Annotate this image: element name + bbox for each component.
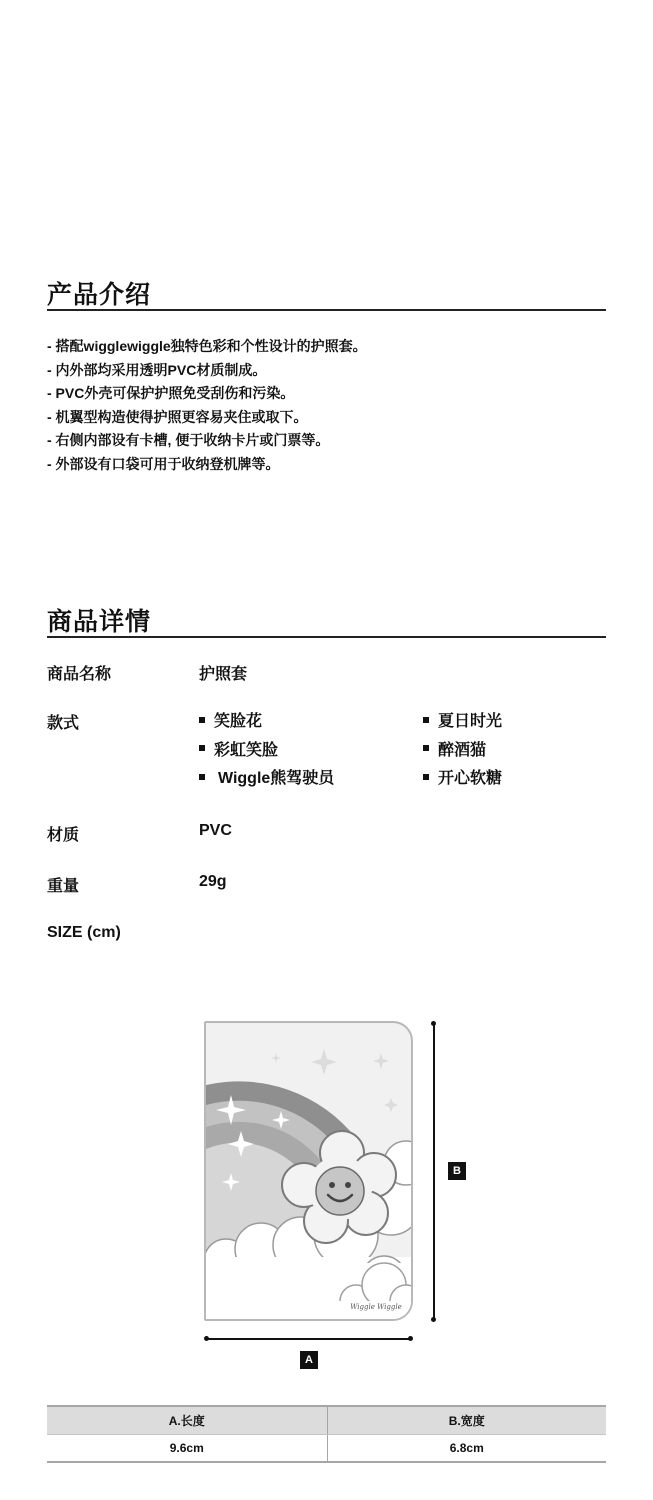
dimension-a-label: A: [300, 1351, 318, 1369]
intro-bullet: - 右侧内部设有卡槽, 便于收纳卡片或门票等。: [47, 432, 330, 448]
bullet-square-icon: [423, 774, 429, 780]
intro-title: 产品介绍: [47, 281, 152, 309]
style-item: 笑脸花: [199, 708, 334, 737]
style-item: 彩虹笑脸: [199, 737, 334, 766]
dimension-b-line: [433, 1024, 435, 1320]
style-list-right: [423, 708, 502, 794]
size-table-header-width: B.宽度: [327, 1406, 606, 1434]
material-value: PVC: [199, 822, 232, 839]
size-label: SIZE (cm): [47, 924, 121, 941]
intro-bullet: - 内外部均采用透明PVC材质制成。: [47, 361, 267, 378]
style-item: 夏日时光: [423, 708, 502, 737]
details-title: 商品详情: [47, 608, 152, 636]
dimension-b-label: B: [448, 1162, 466, 1180]
style-item: Wiggle熊驾驶员: [199, 765, 334, 794]
intro-bullet: - PVC外壳可保护护照免受刮伤和污染。: [47, 385, 295, 401]
style-item: 开心软糖: [423, 765, 502, 794]
size-table-length-value: 9.6cm: [47, 1434, 327, 1462]
weight-label: 重量: [47, 878, 80, 895]
passport-cover-illustration: [204, 1021, 413, 1321]
bullet-square-icon: [423, 745, 429, 751]
bullet-square-icon: [199, 745, 205, 751]
material-label: 材质: [47, 827, 80, 844]
style-item: 醉酒猫: [423, 737, 502, 766]
intro-bullet: - 机翼型构造使得护照更容易夹住或取下。: [47, 408, 308, 425]
intro-bullet: - 搭配wigglewiggle独特色彩和个性设计的护照套。: [47, 338, 367, 354]
style-list-left: [199, 708, 334, 794]
details-divider: [47, 636, 606, 638]
intro-divider: [47, 309, 606, 311]
dimension-b-end-bottom: [431, 1317, 436, 1322]
dimension-a-end-right: [408, 1336, 413, 1341]
size-table-row: [47, 1434, 606, 1462]
size-table-header-row: [47, 1406, 606, 1434]
intro-bullet: - 外部设有口袋可用于收纳登机牌等。: [47, 455, 280, 472]
size-table-width-value: 6.8cm: [327, 1434, 606, 1462]
bullet-square-icon: [199, 774, 205, 780]
product-name-label: 商品名称: [47, 666, 112, 683]
svg-text:Wiggle Wiggle: Wiggle Wiggle: [350, 1303, 402, 1311]
bullet-square-icon: [199, 717, 205, 723]
dimension-a-line: [206, 1338, 411, 1340]
bullet-square-icon: [423, 717, 429, 723]
intro-bullet-list: [47, 335, 367, 476]
size-table: [47, 1405, 606, 1463]
dimension-a-end-left: [204, 1336, 209, 1341]
weight-value: 29g: [199, 873, 227, 890]
cover-artwork: [206, 1023, 413, 1321]
dimension-b-end-top: [431, 1021, 436, 1026]
product-name-value: 护照套: [199, 666, 248, 683]
size-table-header-length: A.长度: [47, 1406, 327, 1434]
style-label: 款式: [47, 715, 80, 732]
